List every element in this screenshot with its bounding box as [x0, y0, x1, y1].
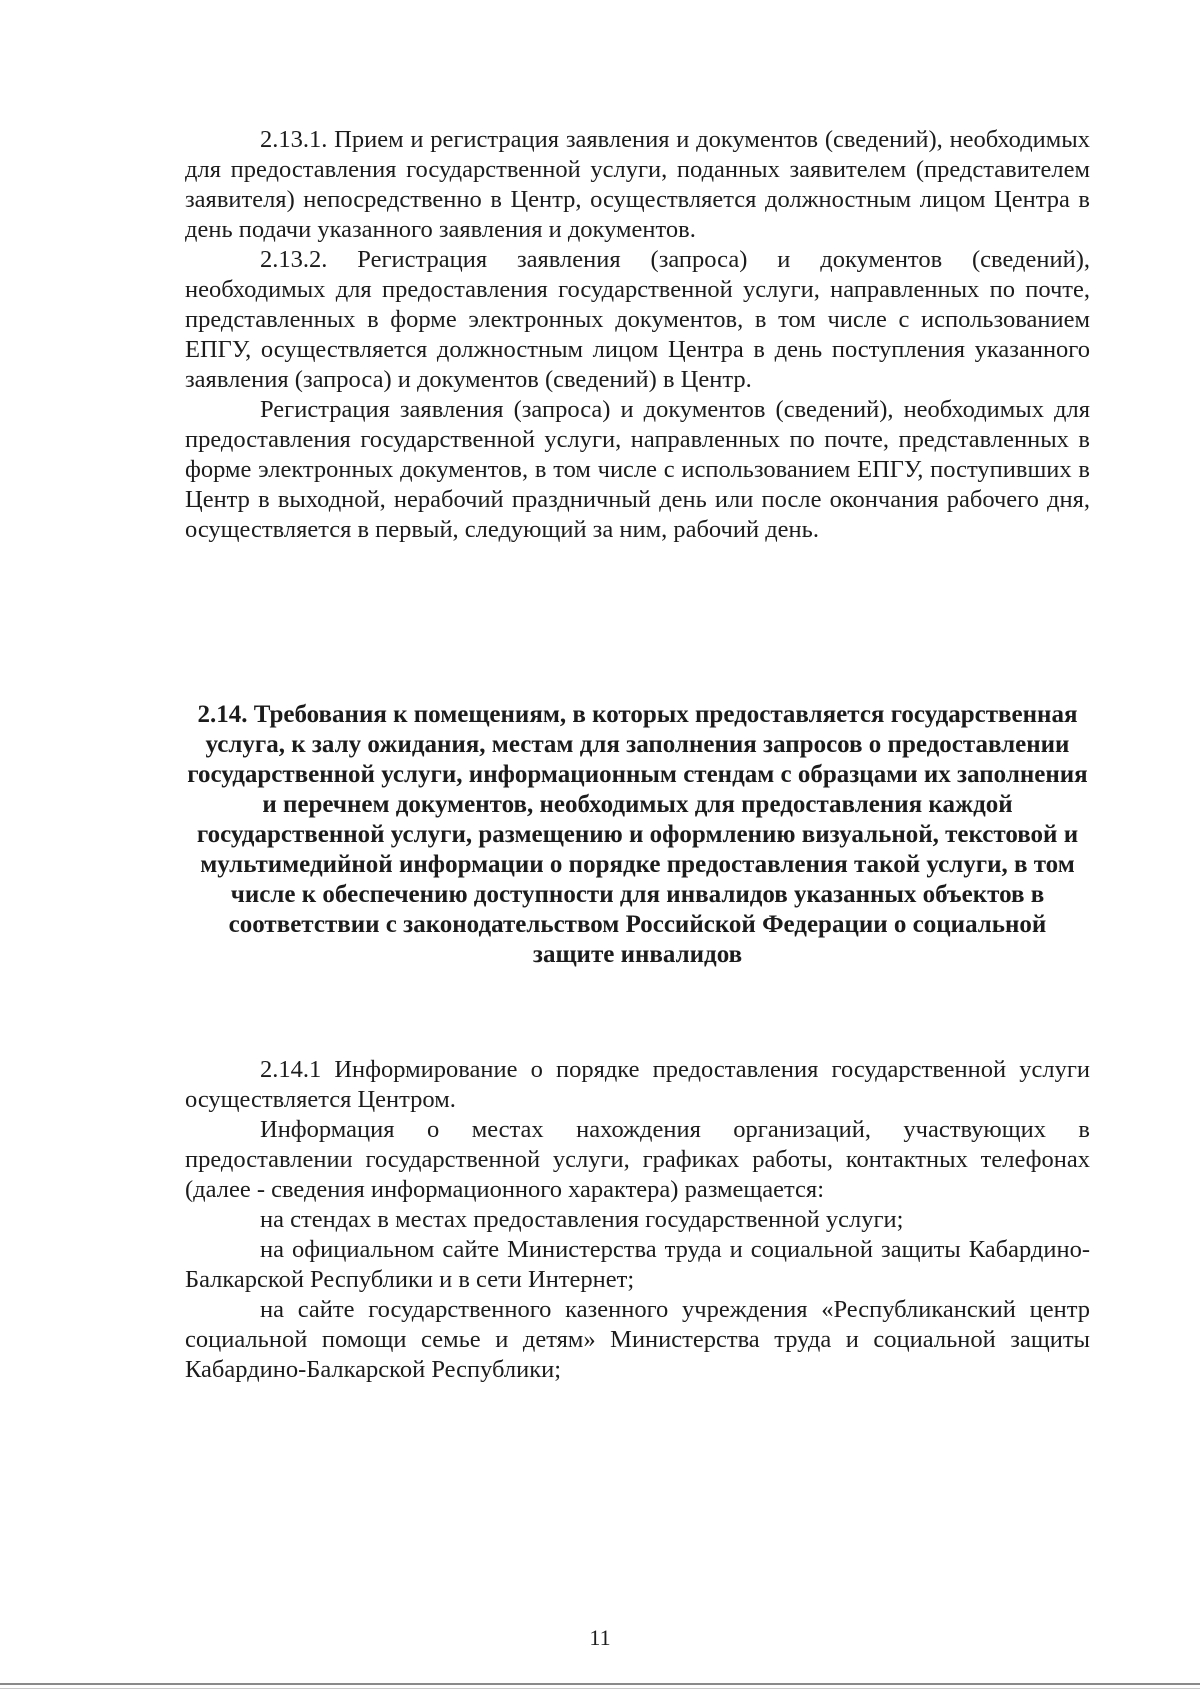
- paragraph-2-14-info-locations: Информация о местах нахождения организаций, участвующих в предоставлении государственной услуги, графиках работы, контактных телефонах (далее - сведения информационного характера) размещается:: [185, 1116, 1090, 1203]
- paragraph-2-14-stands: на стендах в местах предоставления государственной услуги;: [260, 1206, 904, 1233]
- paragraph-2-13-1: 2.13.1. Прием и регистрация заявления и документов (сведений), необходимых для предоставления государственной услуги, поданных заявителем (представителем заявителя) непосредственно в Центр, осуществляется должностным лицом Центра в день подачи указанного заявления и документов.: [185, 126, 1090, 243]
- paragraph-2-14-official-site: на официальном сайте Министерства труда и социальной защиты Кабардино-Балкарской Республики и в сети Интернет;: [185, 1236, 1090, 1293]
- paragraph-2-13-registration: Регистрация заявления (запроса) и документов (сведений), необходимых для предоставления государственной услуги, направленных по почте, представленных в форме электронных документов, в том числе с использованием ЕПГУ, поступивших в Центр в выходной, нерабочий праздничный день или после окончания рабочего дня, осуществляется в первый, следующий за ним, рабочий день.: [185, 396, 1090, 543]
- section-2-14-body: [185, 1055, 1090, 1385]
- paragraph-2-14-center-site: на сайте государственного казенного учреждения «Республиканский центр социальной помощи семье и детям» Министерства труда и социальной защиты Кабардино-Балкарской Республики;: [185, 1296, 1090, 1383]
- scan-edge-line: [0, 1683, 1200, 1685]
- paragraph-2-14-1: 2.14.1 Информирование о порядке предоставления государственной услуги осуществляется Центром.: [185, 1056, 1090, 1113]
- section-2-13-body: [185, 125, 1090, 545]
- scan-edge-line-faint: [0, 1688, 1200, 1689]
- paragraph-2-13-2: 2.13.2. Регистрация заявления (запроса) и документов (сведений), необходимых для предоставления государственной услуги, направленных по почте, представленных в форме электронных документов, в том числе с использованием ЕПГУ, осуществляется должностным лицом Центра в день поступления указанного заявления (запроса) и документов (сведений) в Центр.: [185, 246, 1090, 393]
- page-number: 11: [589, 1625, 611, 1650]
- section-2-14-heading: 2.14. Требования к помещениям, в которых предоставляется государственная услуга, к залу ожидания, местам для заполнения запросов о предоставлении государственной услуги, информационным стендам с образцами их заполнения и перечнем документов, необходимых для предоставления каждой государственной услуги, размещению и оформлению визуальной, текстовой и мультимедийной информации о порядке предоставления такой услуги, в том числе к обеспечению доступности для инвалидов указанных объектов в соответствии с законодательством Российской Федерации о социальной защите инвалидов: [187, 701, 1088, 968]
